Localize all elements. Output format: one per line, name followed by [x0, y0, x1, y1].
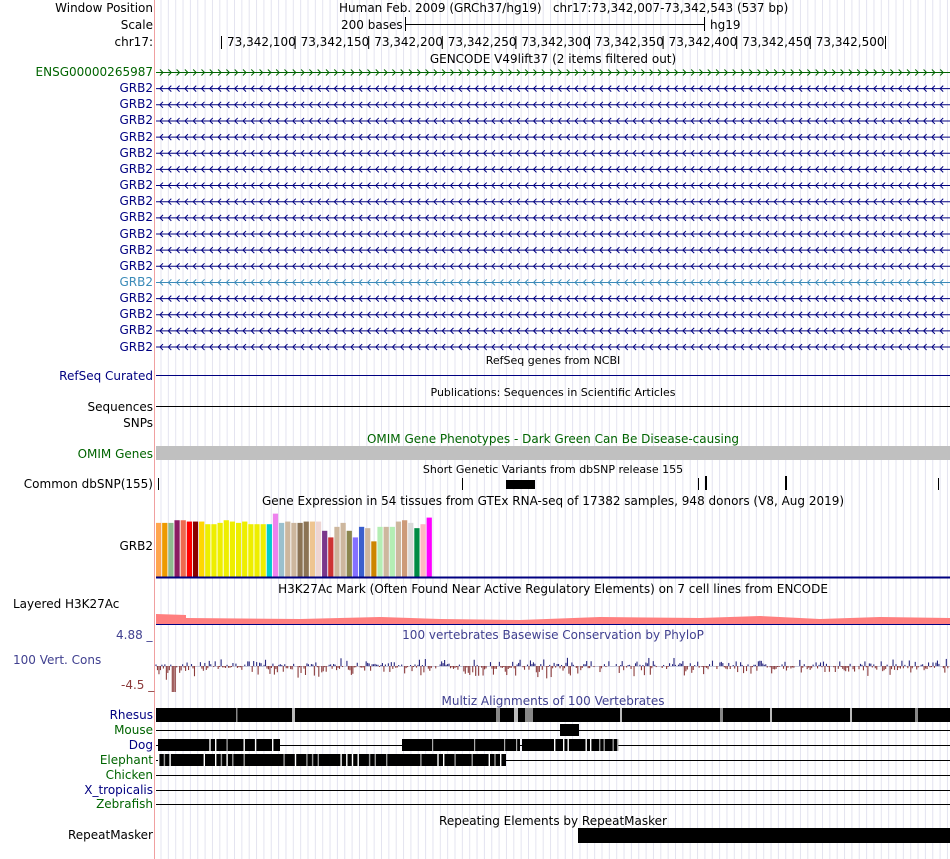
multiz-species-label[interactable]: X_tropicalis: [84, 783, 153, 797]
gtex-tissue-bar: [365, 528, 370, 577]
gtex-tissue-bar: [347, 531, 352, 577]
gtex-tissue-bar: [390, 527, 395, 577]
gene-label[interactable]: GRB2: [119, 307, 153, 322]
gtex-tissue-bar: [341, 523, 346, 577]
gene-label[interactable]: GRB2: [119, 97, 153, 112]
omim-track-title[interactable]: OMIM Gene Phenotypes - Dark Green Can Be Disease-causing: [366, 432, 740, 446]
multiz-species-label[interactable]: Mouse: [114, 723, 153, 737]
h3k27ac-track-label[interactable]: Layered H3K27Ac: [13, 597, 120, 611]
gtex-tissue-bar: [420, 524, 425, 577]
multiz-species-label[interactable]: Zebrafish: [96, 797, 153, 811]
gtex-tissue-bar: [334, 527, 339, 577]
multiz-alignment-rows: [156, 708, 950, 805]
gene-label[interactable]: GRB2: [119, 242, 153, 257]
gene-row: [156, 134, 950, 140]
phylop-track-label[interactable]: 100 Vert. Cons: [13, 653, 102, 667]
ruler-tick-label: 73,342,250: [447, 35, 517, 49]
ruler-tick-label: 73,342,500: [815, 35, 885, 49]
gene-row: [156, 70, 950, 76]
gencode-gene-rows: [156, 70, 950, 351]
multiz-species-row: [156, 724, 950, 736]
gene-row: [156, 231, 950, 237]
gtex-tissue-bar: [291, 523, 296, 577]
gene-label[interactable]: GRB2: [119, 113, 153, 128]
gencode-track-title[interactable]: GENCODE V49lift37 (2 items filtered out): [429, 52, 677, 66]
gtex-tissue-bar: [322, 531, 327, 577]
omim-track-label[interactable]: OMIM Genes: [77, 447, 153, 461]
multiz-species-label[interactable]: Rhesus: [109, 708, 153, 722]
gtex-tissue-bar: [310, 522, 315, 577]
ruler-tick-label: 73,342,450: [742, 35, 811, 49]
gene-label[interactable]: GRB2: [119, 129, 153, 144]
gene-label[interactable]: GRB2: [119, 210, 153, 225]
gtex-tissue-bar: [414, 528, 419, 577]
gtex-tissue-bar: [377, 527, 382, 577]
phylop-conservation-plot: [156, 658, 950, 692]
refseq-track-label[interactable]: RefSeq Curated: [59, 369, 153, 383]
gtex-tissue-bar: [187, 522, 192, 577]
gene-row: [156, 263, 950, 269]
multiz-species-label[interactable]: Chicken: [105, 768, 153, 782]
gene-label[interactable]: GRB2: [119, 274, 153, 289]
h3k27ac-track-title[interactable]: H3K27Ac Mark (Often Found Near Active Regulatory Elements) on 7 cell lines from ENCODE: [278, 582, 828, 596]
gene-label[interactable]: GRB2: [119, 194, 153, 209]
repeatmasker-element: [578, 828, 950, 843]
gene-label[interactable]: GRB2: [119, 145, 153, 160]
snp-mark: [698, 478, 699, 490]
snp-mark: [506, 480, 535, 489]
snp-mark: [462, 478, 463, 490]
scale-db: hg19: [710, 18, 741, 32]
gtex-tissue-bar: [211, 524, 216, 577]
gtex-tissue-bar: [193, 522, 198, 577]
multiz-species-label[interactable]: Dog: [128, 738, 153, 752]
phylop-track-title[interactable]: 100 vertebrates Basewise Conservation by PhyloP: [402, 628, 704, 642]
gtex-tissue-bar: [261, 524, 266, 577]
assembly-position-text: Human Feb. 2009 (GRCh37/hg19) chr17:73,342,007-73,342,543 (537 bp): [339, 1, 789, 15]
ruler-tick-label: 73,342,400: [668, 35, 738, 49]
gtex-tissue-bar: [205, 524, 210, 577]
gtex-tissue-bar: [224, 520, 229, 577]
snp-mark: [705, 476, 707, 490]
ruler-tick-label: 73,342,300: [521, 35, 591, 49]
gtex-track-title[interactable]: Gene Expression in 54 tissues from GTEx RNA-seq of 17382 samples, 948 donors (V8, Aug 2019): [261, 494, 845, 508]
gtex-tissue-bar: [236, 523, 241, 577]
phylop-ymax: 4.88 _: [116, 628, 153, 642]
multiz-species-row: [156, 754, 950, 766]
phylop-ymin: -4.5 _: [121, 678, 155, 692]
snp-mark: [158, 478, 159, 490]
chrom-label: chr17:: [114, 35, 153, 49]
gene-row: [156, 279, 950, 285]
gene-row: [156, 312, 950, 318]
gene-row: [156, 102, 950, 108]
gene-row: [156, 150, 950, 156]
gtex-track-label[interactable]: GRB2: [119, 539, 153, 553]
multiz-track-title[interactable]: Multiz Alignments of 100 Vertebrates: [441, 694, 665, 708]
gtex-tissue-bar: [156, 523, 161, 577]
gene-row: [156, 247, 950, 253]
scale-text: 200 bases: [341, 18, 403, 32]
gtex-tissue-bar: [199, 522, 204, 577]
gene-row: [156, 215, 950, 221]
gene-row: [156, 296, 950, 302]
ruler-tick-label: 73,342,150: [300, 35, 370, 49]
gene-row: [156, 86, 950, 92]
gtex-tissue-bar: [168, 523, 173, 577]
gtex-tissue-bar: [371, 541, 376, 577]
dbsnp-variant-marks: [158, 476, 939, 490]
gtex-tissue-bar: [328, 537, 333, 577]
gtex-tissue-bar: [316, 522, 321, 577]
snp-mark: [785, 476, 787, 490]
gtex-tissue-bar: [218, 523, 223, 577]
omim-gene-bar: [156, 446, 950, 460]
gene-label[interactable]: GRB2: [119, 161, 153, 176]
gene-row: [156, 183, 950, 189]
gtex-tissue-bar: [297, 523, 302, 577]
gene-row: [156, 118, 950, 124]
gtex-tissue-bar: [242, 522, 247, 577]
multiz-species-label[interactable]: Elephant: [99, 753, 153, 767]
gene-label[interactable]: GRB2: [119, 258, 153, 273]
multiz-species-row: [156, 708, 950, 722]
gene-label[interactable]: GRB2: [119, 81, 153, 96]
gtex-tissue-bar: [273, 514, 278, 577]
gene-label[interactable]: GRB2: [119, 323, 153, 338]
dbsnp-track-title[interactable]: Short Genetic Variants from dbSNP release 155: [422, 463, 684, 476]
repeatmasker-track-title[interactable]: Repeating Elements by RepeatMasker: [439, 814, 667, 828]
gtex-tissue-bar: [304, 522, 309, 577]
publications-label-sequences[interactable]: Sequences: [87, 400, 153, 414]
gene-label[interactable]: GRB2: [119, 178, 153, 193]
gtex-tissue-bar: [181, 520, 186, 577]
h3k27ac-signal: [156, 614, 950, 625]
gene-label[interactable]: GRB2: [119, 339, 153, 354]
gene-row: [156, 344, 950, 350]
publications-track-title[interactable]: Publications: Sequences in Scientific Articles: [430, 386, 676, 399]
gene-label[interactable]: GRB2: [119, 226, 153, 241]
multiz-species-row: [156, 739, 950, 751]
refseq-track-title[interactable]: RefSeq genes from NCBI: [485, 354, 621, 367]
ruler-tick-label: 73,342,200: [374, 35, 443, 49]
gtex-tissue-bar: [384, 527, 389, 577]
gtex-expression-bars: [156, 514, 432, 577]
snp-mark: [938, 478, 939, 490]
gtex-tissue-bar: [267, 524, 272, 577]
gene-row: [156, 166, 950, 172]
scale-label: Scale: [120, 18, 153, 32]
gtex-tissue-bar: [359, 527, 364, 577]
gene-row: [156, 328, 950, 334]
gtex-tissue-bar: [402, 520, 407, 577]
ruler-tick-label: 73,342,350: [595, 35, 664, 49]
ruler-tick-label: 73,342,100: [227, 35, 296, 49]
gene-label[interactable]: GRB2: [119, 291, 153, 306]
gtex-tissue-bar: [174, 520, 179, 577]
publications-label-snps[interactable]: SNPs: [123, 416, 153, 430]
gtex-tissue-bar: [353, 537, 358, 577]
window-position-label: Window Position: [55, 1, 153, 15]
gtex-tissue-bar: [162, 523, 167, 577]
gtex-tissue-bar: [427, 518, 432, 577]
gtex-tissue-bar: [230, 522, 235, 577]
gtex-tissue-bar: [254, 524, 259, 577]
scale-bar: [405, 17, 705, 31]
gene-row: [156, 199, 950, 205]
gtex-tissue-bar: [285, 522, 290, 577]
dbsnp-track-label[interactable]: Common dbSNP(155): [23, 477, 153, 491]
repeatmasker-track-label[interactable]: RepeatMasker: [67, 828, 153, 842]
gtex-tissue-bar: [408, 523, 413, 577]
gtex-tissue-bar: [279, 523, 284, 577]
gtex-tissue-bar: [396, 522, 401, 577]
gene-label[interactable]: ENSG00000265987: [35, 65, 153, 79]
gtex-tissue-bar: [248, 524, 253, 577]
